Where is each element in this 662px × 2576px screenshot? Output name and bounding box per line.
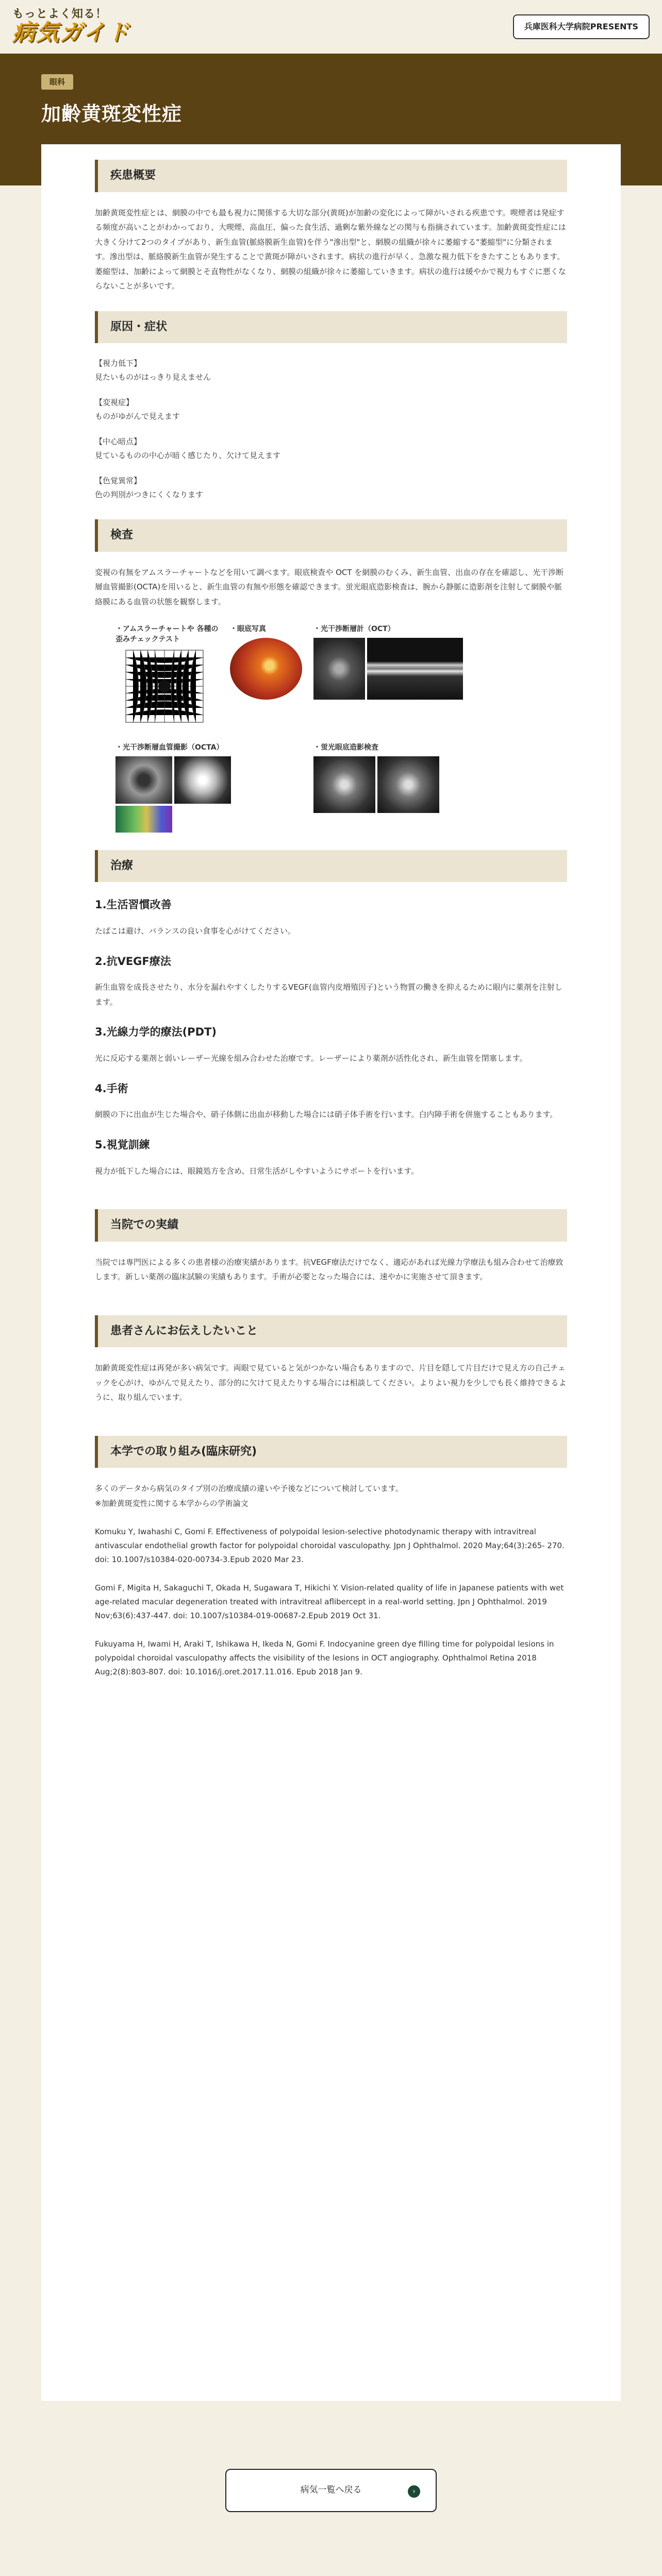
section-heading: 治療 <box>95 850 567 883</box>
exam-figures <box>95 624 567 833</box>
amsler-grid-image <box>121 648 208 725</box>
message-text: 加齢黄斑変性症は再発が多い病気です。両眼で見ていると気がつかない場合もありますので、片目を隠して片目だけで見え方の自己チェックを心がけ、ゆがんで見えたり、部分的に欠けて見えたりする場合には相談してください。よりよい視力を少しでも長く維持できるように、取り組んでいます。 <box>95 1363 567 1402</box>
research-note: ※加齢黄斑変性に関する本学からの学術論文 <box>95 1498 249 1508</box>
figure-label: ・眼底写真 <box>230 625 266 633</box>
site-header <box>0 0 662 54</box>
treatment-text: 新生血管を成長させたり、水分を漏れやすくしたりするVEGF(血管内皮増殖因子)という物質の働きを抑えるために眼内に薬剤を注射します。 <box>95 982 562 1007</box>
oct-cross-section-image <box>367 638 463 700</box>
treatment-text: 光に反応する薬剤と弱いレーザー光線を組み合わせた治療です。レーザーにより薬剤が活性化され、新生血管を閉塞します。 <box>95 1054 527 1063</box>
overview-text: 加齢黄斑変性症とは、網膜の中でも最も視力に関係する大切な部分(黄斑)が加齢の変化によって障がいされる疾患です。喫煙者は発症する頻度が高いことがわかっており、大喫煙、高血圧、偏った食生活、過剰な紫外線などの関与も指摘されています。加齢黄斑変性症には大きく分けて2つのタイプがあり、新生血管(脈絡膜新生血管)を伴う"滲出型"と、網膜の組織が徐々に萎縮する"萎縮型"に分類されます。滲出型は、脈絡膜新生血管が発生することで黄斑が障がいされます。病状の進行が早く、急激な視力低下をきたすこともあります。萎縮型は、加齢によって網膜とそ直物性がなくなり、網膜の組織が徐々に萎縮していきます。病状の進行は緩やかで視力もすぐに悪くならないことが多いです。 <box>95 208 566 291</box>
section-heading: 検査 <box>95 519 567 552</box>
exam-text: 変視の有無をアムスラーチャートなどを用いて調べます。眼底検査や OCT を網膜のむくみ、新生血管、出血の存在を確認し、光干渉断層血管撮影(OCTA)を用いると、新生血管の有無や形態を確認できます。蛍光眼底造影検査は、腕から静脈に造影剤を注射して網膜や脈絡膜にある血管の状態を観察します。 <box>95 567 564 606</box>
symptom-label: 【変視症】 <box>95 398 134 407</box>
page-title: 加齢黄斑変性症 <box>41 103 183 126</box>
figure-oct <box>313 624 463 730</box>
angiography-image-1 <box>313 756 375 813</box>
angiography-image-2 <box>377 756 439 813</box>
symptom-label: 【視力低下】 <box>95 359 142 368</box>
treatment-heading: 2.抗VEGF療法 <box>95 955 171 968</box>
figure-label: ・蛍光眼底造影検査 <box>313 743 378 752</box>
symptom-label: 【色覚異常】 <box>95 476 142 485</box>
figure-octa <box>115 743 302 833</box>
symptom-text: 色の判別がつきにくくなります <box>95 490 204 499</box>
arrow-right-icon: › <box>408 2485 420 2498</box>
treatment-heading: 4.手術 <box>95 1082 128 1095</box>
section-treatment <box>95 850 567 1178</box>
results-text: 当院では専門医による多くの患者様の治療実績があります。抗VEGF療法だけでなく、適応があれば光線力学療法も組み合わせて治療致します。新しい薬剤の臨床試験の実績もあります。手術が必要となった場合には、速やかに実施させて頂きます。 <box>95 1257 564 1282</box>
symptom-item <box>95 435 567 463</box>
treatment-heading: 1.生活習慣改善 <box>95 899 172 911</box>
octa-image-2 <box>174 756 231 804</box>
section-results <box>95 1209 567 1284</box>
reference-item: Komuku Y, Iwahashi C, Gomi F. Effectiveness of polypoidal lesion-selective photodynamic therapy with intravitreal antivascular endothelial growth factor for polypoidal choroidal vasculopathy. Jpn J Ophthalmol. 2020 May;64(3):265- 270. doi: 10.1007/s10384-020-00734-3.Epub 2020 Mar 23. <box>95 1527 565 1565</box>
treatment-text: 視力が低下した場合には、眼鏡処方を含め、日常生活がしやすいようにサポートを行います。 <box>95 1166 419 1176</box>
presents-button[interactable]: 兵庫医科大学病院PRESENTS <box>513 14 650 39</box>
category-badge: 眼科 <box>41 74 73 90</box>
treatment-heading: 5.視覚訓練 <box>95 1138 150 1151</box>
content-card <box>41 144 621 2401</box>
logo-subtitle: もっとよく知る！ <box>12 7 108 21</box>
symptom-item <box>95 357 567 384</box>
reference-item: Fukuyama H, Iwami H, Araki T, Ishikawa H, Ikeda N, Gomi F. Indocyanine green dye filling time for polypoidal lesions in polypoidal choroidal vasculopathy affects the visibility of the lesions in OCT angiography. Ophthalmol Retina 2018 Aug;2(8):803-807. doi: 10.1016/j.oret.2017.11.016. Epub 2018 Jan 9. <box>95 1639 554 1677</box>
octa-image-1 <box>115 756 172 804</box>
section-heading: 当院での実績 <box>95 1209 567 1242</box>
reference-item: Gomi F, Migita H, Sakaguchi T, Okada H, Sugawara T, Hikichi Y. Vision-related quality of life in Japanese patients with wet age-related macular degeneration treated with intravitreal aflibercept in a real-world setting. Jpn J Ophthalmol. 2019 Nov;63(6):437-447. doi: 10.1007/s10384-019-00687-2.Epub 2019 Oct 31. <box>95 1583 564 1621</box>
figure-label: ・アムスラーチャートや 各種の歪みチェックテスト <box>115 625 219 643</box>
angiography-images <box>313 756 463 813</box>
figure-angiography <box>313 743 463 833</box>
octa-image-3 <box>115 806 172 833</box>
section-heading: 患者さんにお伝えしたいこと <box>95 1315 567 1348</box>
treatment-text: たばこは避け、バランスの良い食事を心がけてください。 <box>95 926 295 936</box>
section-research <box>95 1436 567 1680</box>
symptom-item <box>95 396 567 423</box>
symptom-item <box>95 474 567 502</box>
oct-images <box>313 638 463 700</box>
symptom-text: ものがゆがんで見えます <box>95 412 180 421</box>
section-exam <box>95 519 567 833</box>
section-heading: 原因・症状 <box>95 311 567 344</box>
section-symptoms <box>95 311 567 502</box>
section-overview <box>95 160 567 294</box>
site-logo[interactable] <box>12 8 130 46</box>
section-heading: 疾患概要 <box>95 160 567 192</box>
oct-en-face-image <box>313 638 365 700</box>
treatment-text: 網膜の下に出血が生じた場合や、硝子体側に出血が移動した場合には硝子体手術を行います。白内障手術を併施することもあります。 <box>95 1110 558 1120</box>
figure-label: ・光干渉断層計（OCT） <box>313 625 395 633</box>
logo-title: 病気ガイド <box>12 19 130 46</box>
back-wrap <box>0 2469 662 2512</box>
figure-label: ・光干渉断層血管撮影（OCTA） <box>115 743 224 752</box>
symptom-text: 見たいものがはっきり見えません <box>95 372 211 382</box>
figure-fundus <box>230 624 302 730</box>
section-message <box>95 1315 567 1405</box>
octa-images <box>115 756 239 833</box>
fundus-photo <box>230 638 302 700</box>
back-to-list-label: 病気一覧へ戻る <box>300 2485 362 2496</box>
figure-amsler <box>115 624 219 730</box>
back-to-list-button[interactable] <box>225 2469 437 2512</box>
research-intro: 多くのデータから病気のタイプ別の治療成績の違いや予後などについて検討しています。 <box>95 1484 403 1494</box>
section-heading: 本学での取り組み(臨床研究) <box>95 1436 567 1468</box>
treatment-heading: 3.光線力学的療法(PDT) <box>95 1026 217 1039</box>
symptom-text: 見ているものの中心が暗く感じたり、欠けて見えます <box>95 451 281 460</box>
symptom-label: 【中心暗点】 <box>95 437 142 446</box>
